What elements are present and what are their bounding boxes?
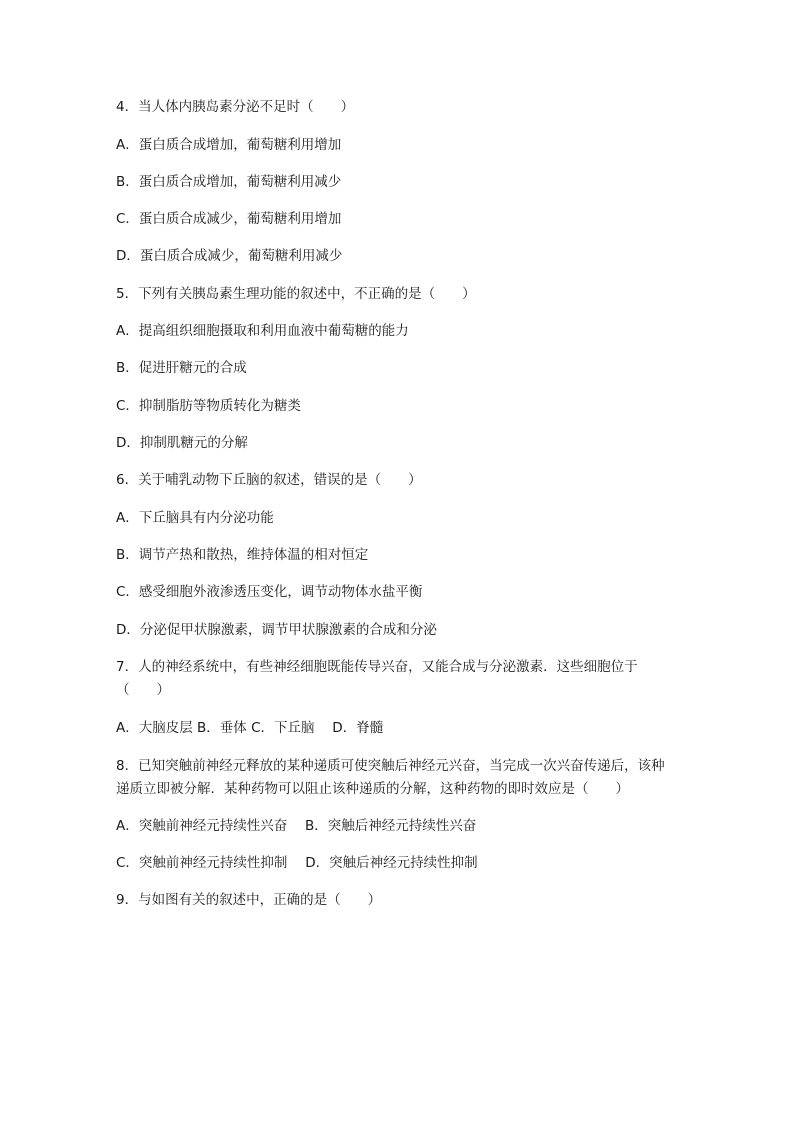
question-8-options-ab: A．突触前神经元持续性兴奋 B．突触后神经元持续性兴奋 — [116, 818, 477, 834]
question-6-option-c: C．感受细胞外液渗透压变化，调节动物体水盐平衡 — [116, 584, 423, 600]
question-5-stem: 5．下列有关胰岛素生理功能的叙述中，不正确的是（ ） — [116, 286, 476, 302]
question-4-stem: 4．当人体内胰岛素分泌不足时（ ） — [116, 99, 355, 115]
question-4-option-b: B．蛋白质合成增加，葡萄糖利用减少 — [116, 174, 342, 190]
question-8-options-cd: C．突触前神经元持续性抑制 D．突触后神经元持续性抑制 — [116, 855, 478, 871]
question-4-option-d: D．蛋白质合成减少，葡萄糖利用减少 — [116, 248, 343, 264]
question-6-option-b: B．调节产热和散热，维持体温的相对恒定 — [116, 547, 369, 563]
question-6-option-a: A．下丘脑具有内分泌功能 — [116, 510, 274, 526]
question-4-option-a: A．蛋白质合成增加，葡萄糖利用增加 — [116, 137, 342, 153]
question-7-stem: 7．人的神经系统中，有些神经细胞既能传导兴奋，又能合成与分泌激素．这些细胞位于（ ） — [116, 659, 638, 698]
question-4-option-c: C．蛋白质合成减少，葡萄糖利用增加 — [116, 211, 342, 227]
question-6-stem: 6．关于哺乳动物下丘脑的叙述，错误的是（ ） — [116, 472, 422, 488]
question-9-stem: 9．与如图有关的叙述中，正确的是（ ） — [116, 892, 382, 908]
question-5-option-a: A．提高组织细胞摄取和利用血液中葡萄糖的能力 — [116, 323, 409, 339]
question-6-option-d: D．分泌促甲状腺激素，调节甲状腺激素的合成和分泌 — [116, 622, 437, 638]
question-8-stem: 8．已知突触前神经元释放的某种递质可使突触后神经元兴奋，当完成一次兴奋传递后，该种递质立即被分解．某种药物可以阻止该种递质的分解，这种药物的即时效应是（ ） — [116, 758, 665, 797]
question-5-option-b: B．促进肝糖元的合成 — [116, 360, 247, 376]
question-5-option-c: C．抑制脂肪等物质转化为糖类 — [116, 398, 301, 414]
question-7-options: A．大脑皮层 B．垂体 C．下丘脑 D．脊髓 — [116, 720, 384, 736]
question-5-option-d: D．抑制肌糖元的分解 — [116, 435, 248, 451]
